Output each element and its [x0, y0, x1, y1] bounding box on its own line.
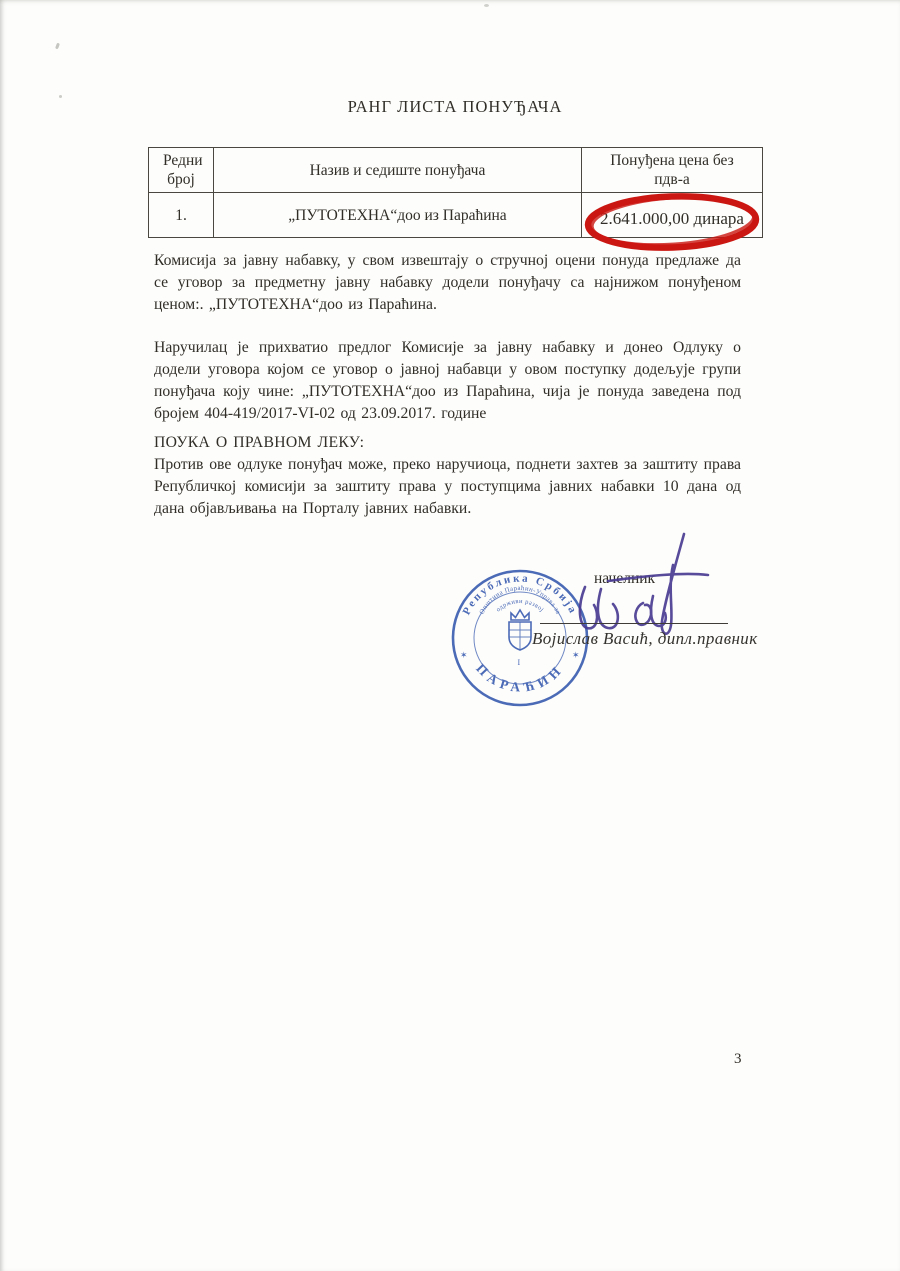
bidder-cell: „ПУТОТЕХНА“доо из Параћина: [214, 193, 582, 238]
legal-remedy-paragraph: Против ове одлуке понуђач може, преко наручиоца, поднети захтев за заштиту права Републичкој комисији за заштиту права у поступцима јавних набавки 10 дана од дана објављивања на Порталу јавних набавки.: [154, 456, 741, 517]
scan-speck: [55, 43, 60, 50]
stamp-inner-text-1: Општина Параћин-Управа за: [478, 584, 562, 616]
ordinal-cell: 1.: [149, 193, 214, 238]
stamp-star-left-icon: ✶: [460, 650, 468, 660]
stamp-ring-top-text: Република Србија: [460, 572, 580, 617]
scan-speck: [484, 4, 489, 7]
header-ordinal-number: Редни број: [149, 148, 214, 193]
signature-scribble: [555, 525, 725, 645]
scan-speck: [59, 95, 62, 98]
stamp-ring-bottom-text: ПАРАЋИН: [473, 660, 567, 695]
page-number: 3: [734, 1051, 742, 1067]
stamp-inner-text-2: одрживи развој: [494, 597, 546, 614]
header-bidder-name: Назив и седиште понуђача: [214, 148, 582, 193]
coat-of-arms-icon: [509, 610, 531, 650]
table-header-row: [149, 148, 763, 193]
document-body: [154, 250, 741, 520]
paragraph-award-decision: Наручилац је прихватио предлог Комисије за јавну набавку и донео Одлуку о додели уговора којом се уговор о јавној набавци у овом поступку додељује групи понуђача коју чине: „ПУТОТЕХНА“доо из Параћина, чија је понуда заведена под бројем 404-419/2017-VI-02 од 23.09.2017. године: [154, 339, 741, 422]
signature-line: [540, 623, 728, 624]
stamp-star-right-icon: ✶: [572, 650, 580, 660]
signatory-role: начелник: [594, 570, 656, 587]
document-title: РАНГ ЛИСТА ПОНУЂАЧА: [347, 97, 563, 116]
price-cell: 2.641.000,00 динара: [582, 193, 763, 238]
legal-remedy-heading: ПОУКА О ПРАВНОМ ЛЕКУ:: [154, 434, 365, 451]
header-offered-price: Понуђена цена без пдв-а: [582, 148, 763, 193]
red-circle-annotation: [580, 188, 772, 258]
stamp-center-mark: I: [517, 658, 521, 667]
paragraph-commission-proposal: Комисија за јавну набавку, у свом извештају о стручној оцени понуда предлаже да се уговор за предметну јавну набавку додели понуђачу са најнижом понуђеном ценом:. „ПУТОТЕХНА“доо из Параћина.: [154, 252, 741, 313]
signatory-name: Војислав Васић, дипл.правник: [532, 629, 758, 648]
